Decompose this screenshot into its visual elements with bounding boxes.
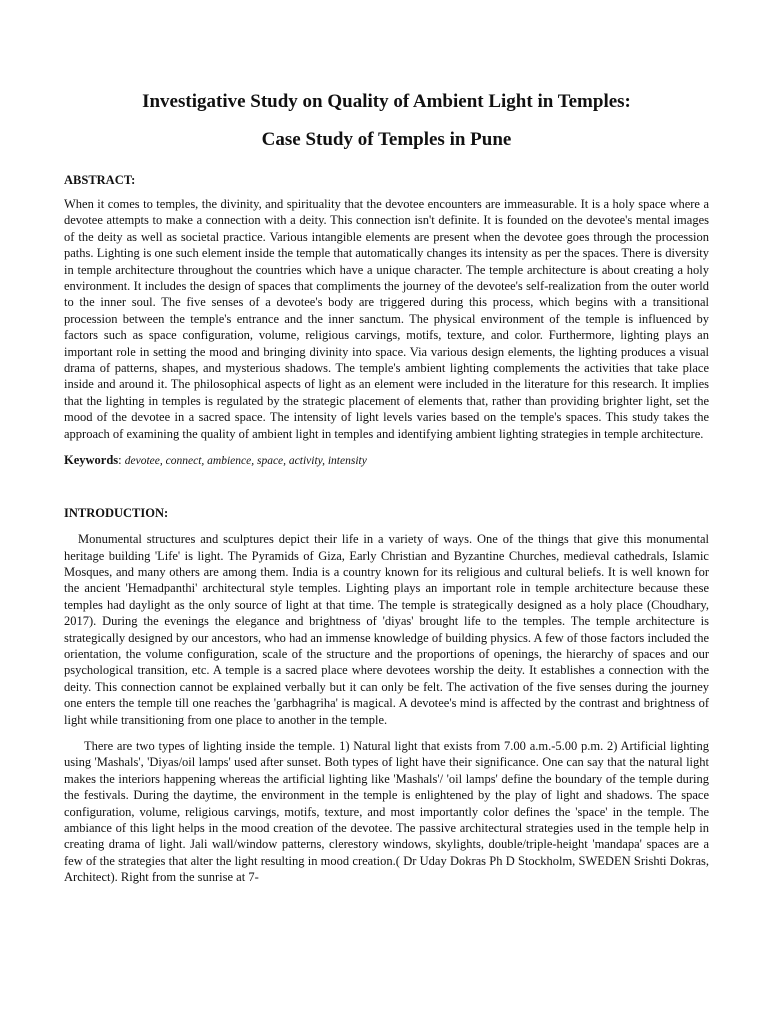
keywords-separator: : bbox=[118, 453, 125, 468]
keywords-line bbox=[64, 452, 709, 469]
introduction-paragraph-2: There are two types of lighting inside the temple. 1) Natural light that exists from 7.00 a.m.-5.00 p.m. 2) Artificial lighting using 'Mashals', 'Diyas/oil lamps' used after sunset. Both types of light have their significance. One can say that the natural light makes the interiors happening whereas the artificial lighting like 'Mashals'/ 'oil lamps' define the boundary of the temple during the festivals. During the daytime, the environment in the temple is enlightened by the play of light and shadows. The space configuration, volume, religious carvings, motifs, texture, and most importantly color defines the 'space' in the temple. The ambiance of this light helps in the mood creation of the devotee. The passive architectural strategies used in the temple help in creating drama of light. Jali wall/window patterns, clerestory windows, skylights, double/triple-height 'mandapa' spaces are a few of the strategies that alter the light resulting in mood creation.( Dr Uday Dokras Ph D Stockholm, SWEDEN Srishti Dokras, Architect). Right from the sunrise at 7- bbox=[64, 738, 709, 885]
introduction-paragraph-1: Monumental structures and sculptures depict their life in a variety of ways. One of the things that give this monumental heritage building 'Life' is light. The Pyramids of Giza, Early Christian and Byzantine Churches, medieval cathedrals, Islamic Mosques, and many others are among them. India is a country known for its religious and cultural beliefs. It is well known for the ancient 'Hemadpanthi' architectural style temples. Lighting plays an important role in temple architecture because these temples had daylight as the only source of light at that time. The temple is strategically designed as a holy place (Choudhary, 2017). During the evenings the elegance and brightness of 'diyas' brought life to the temples. The temple architecture is strategically designed by our ancestors, who had an immense knowledge of building physics. A few of those factors included the orientation, the volume configuration, scale of the structure and the proportions of openings, the hierarchy of spaces and our psychological transition, etc. A temple is a sacred place where devotees worship the deity. It establishes a connection with the deity. This connection cannot be explained verbally but it can only be felt. The activation of the five senses during the journey one enters the temple till one reaches the 'garbhagriha' is magical. A devotee's mind is affected by the contrast and brightness of light while transitioning from one place to another in the temple. bbox=[64, 532, 709, 727]
keywords-values: devotee, connect, ambience, space, activity, intensity bbox=[124, 455, 367, 468]
abstract-heading: ABSTRACT: bbox=[64, 173, 136, 187]
abstract-text: When it comes to temples, the divinity, and spirituality that the devotee encounters are immeasurable. It is a holy space where a devotee attempts to make a connection with a deity. This connection isn't definite. It is founded on the devotee's mental images of the deity as well as societal practice. Various intangible elements are present when the devotee goes through the procession paths. Lighting is one such element inside the temple that automatically changes its intensity as per the spaces. There is diversity in temple architecture throughout the countries which have a unique character. The temple architecture is about creating a holy environment. It includes the design of spaces that compliments the journey of the devotee's self-realization from the outer world to the inner soul. The five senses of a devotee's body are triggered during this process, which begins with a transitional procession between the temple's entrance and the inner sanctum. The physical environment of the temple is influenced by factors such as space configuration, volume, religious carvings, motifs, texture, and color. Furthermore, lighting plays an important role in setting the mood and bringing divinity into space. Via various design elements, the lighting produces a visual drama of patterns, shapes, and mysterious shadows. The temple's ambient lighting complements the activities that take place inside and around it. The philosophical aspects of light as an element were included in the literature for this research. It implies that the lighting in temples is regulated by the strategic placement of elements that, rather than providing brighter light, set the mood of the devotee in a sacred space. The intensity of light levels varies based on the temple's spaces. This study takes the approach of examining the quality of ambient light in temples and identifying ambient lighting strategies in temple architecture. bbox=[64, 197, 709, 441]
paper-title-line-1: Investigative Study on Quality of Ambient Light in Temples: bbox=[142, 91, 631, 112]
keywords-label: Keywords bbox=[64, 453, 119, 468]
introduction-heading: INTRODUCTION: bbox=[64, 506, 169, 521]
paper-title-line-2: Case Study of Temples in Pune bbox=[261, 129, 512, 150]
